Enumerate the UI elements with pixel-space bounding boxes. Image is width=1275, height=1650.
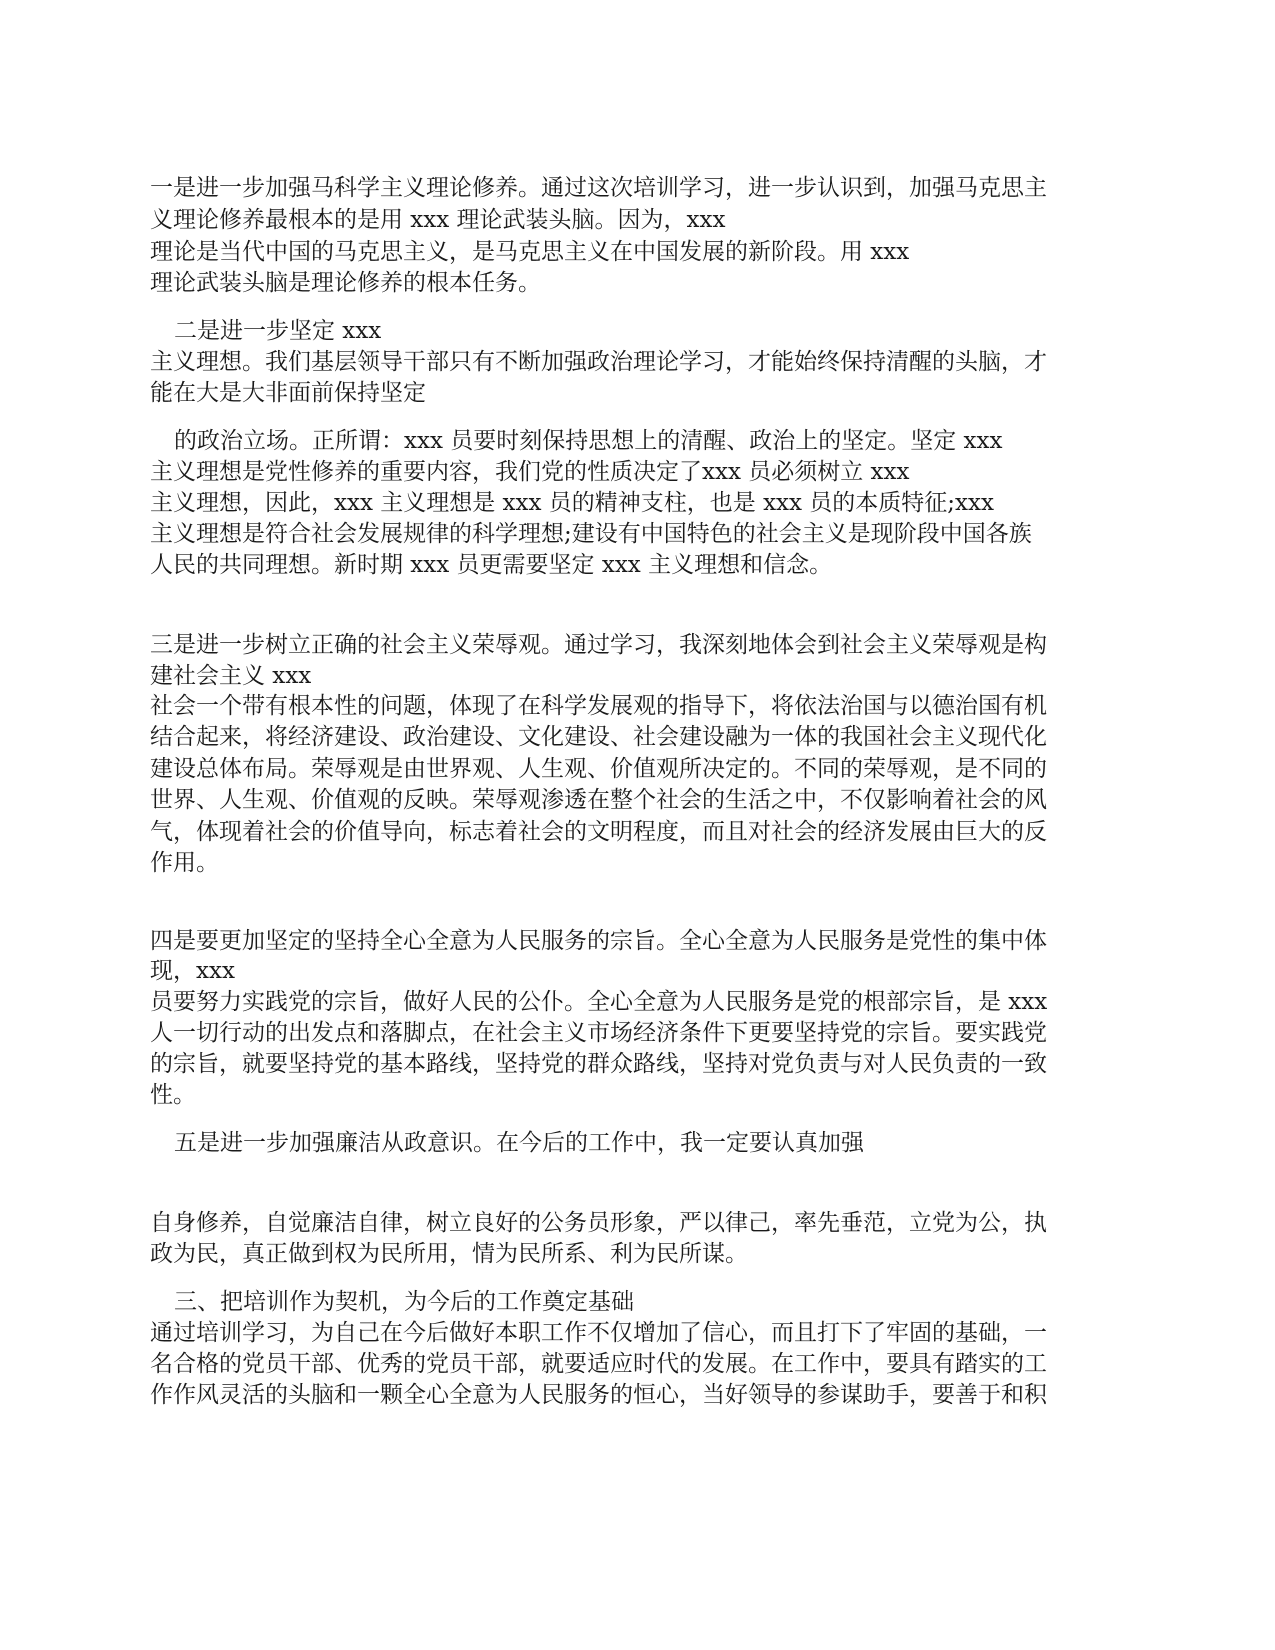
text-line: 五是进一步加强廉洁从政意识。在今后的工作中，我一定要认真加强 <box>174 1130 864 1156</box>
text-line: 主义理想是符合社会发展规律的科学理想;建设有中国特色的社会主义是现阶段中国各族 <box>150 521 1032 547</box>
text-line: 建设总体布局。荣辱观是由世界观、人生观、价值观所决定的。不同的荣辱观，是不同的 <box>150 756 1047 782</box>
text-line: 社会一个带有根本性的问题，体现了在科学发展观的指导下，将依法治国与以德治国有机 <box>150 693 1047 719</box>
text-line: 政为民，真正做到权为民所用，情为民所系、利为民所谋。 <box>150 1241 748 1267</box>
text-line: 的宗旨，就要坚持党的基本路线，坚持党的群众路线，坚持对党负责与对人民负责的一致 <box>150 1051 1047 1077</box>
text-line: 现，xxx <box>150 958 235 984</box>
text-line: 理论武装头脑是理论修养的根本任务。 <box>150 270 541 296</box>
text-line: 作用。 <box>150 850 219 876</box>
text-line: 世界、人生观、价值观的反映。荣辱观渗透在整个社会的生活之中，不仅影响着社会的风 <box>150 787 1047 813</box>
text-line: 四是要更加坚定的坚持全心全意为人民服务的宗旨。全心全意为人民服务是党性的集中体 <box>150 928 1047 954</box>
text-line: 气，体现着社会的价值导向，标志着社会的文明程度，而且对社会的经济发展由巨大的反 <box>150 819 1047 845</box>
text-line: 三是进一步树立正确的社会主义荣辱观。通过学习，我深刻地体会到社会主义荣辱观是构 <box>150 632 1047 658</box>
text-line: 名合格的党员干部、优秀的党员干部，就要适应时代的发展。在工作中，要具有踏实的工 <box>150 1351 1047 1377</box>
text-line: 理论是当代中国的马克思主义，是马克思主义在中国发展的新阶段。用 xxx <box>150 239 910 265</box>
text-line: 主义理想，因此，xxx 主义理想是 xxx 员的精神支柱，也是 xxx 员的本质特征;xxx <box>150 490 994 516</box>
text-line: 结合起来，将经济建设、政治建设、文化建设、社会建设融为一体的我国社会主义现代化 <box>150 724 1047 750</box>
text-line: 人一切行动的出发点和落脚点，在社会主义市场经济条件下更要坚持党的宗旨。要实践党 <box>150 1020 1047 1046</box>
text-line: 员要努力实践党的宗旨，做好人民的公仆。全心全意为人民服务是党的根部宗旨，是 xxx <box>150 989 1048 1015</box>
text-line: 人民的共同理想。新时期 xxx 员更需要坚定 xxx 主义理想和信念。 <box>150 552 833 578</box>
text-line: 二是进一步坚定 xxx <box>174 318 382 344</box>
text-line: 主义理想。我们基层领导干部只有不断加强政治理论学习，才能始终保持清醒的头脑，才 <box>150 349 1047 375</box>
text-line: 一是进一步加强马科学主义理论修养。通过这次培训学习，进一步认识到，加强马克思主 <box>150 175 1047 201</box>
text-line: 自身修养，自觉廉洁自律，树立良好的公务员形象，严以律己，率先垂范，立党为公，执 <box>150 1210 1047 1236</box>
text-line: 建社会主义 xxx <box>150 663 312 689</box>
text-line: 通过培训学习，为自己在今后做好本职工作不仅增加了信心，而且打下了牢固的基础，一 <box>150 1320 1047 1346</box>
text-line: 主义理想是党性修养的重要内容，我们党的性质决定了xxx 员必须树立 xxx <box>150 459 910 485</box>
text-line: 能在大是大非面前保持坚定 <box>150 380 426 406</box>
text-line: 性。 <box>150 1082 196 1108</box>
text-line: 三、把培训作为契机，为今后的工作奠定基础 <box>174 1289 634 1315</box>
text-line: 作作风灵活的头脑和一颗全心全意为人民服务的恒心，当好领导的参谋助手，要善于和积 <box>150 1382 1047 1408</box>
text-line: 的政治立场。正所谓：xxx 员要时刻保持思想上的清醒、政治上的坚定。坚定 xxx <box>174 428 1003 454</box>
text-line: 义理论修养最根本的是用 xxx 理论武装头脑。因为，xxx <box>150 207 726 233</box>
